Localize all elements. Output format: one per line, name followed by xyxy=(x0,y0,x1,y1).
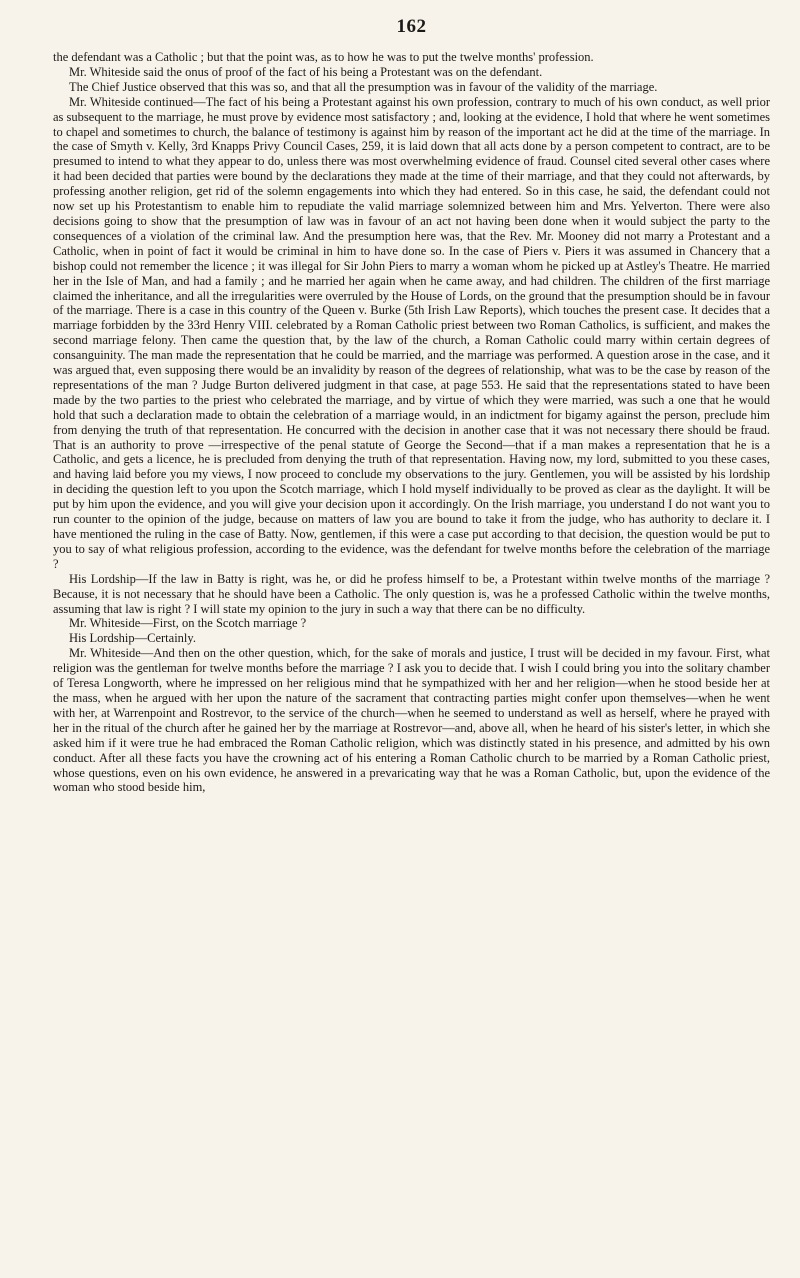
paragraph: the defendant was a Catholic ; but that the point was, as to how he was to put the twelve months' profession. xyxy=(53,50,594,64)
paragraph: Mr. Whiteside—And then on the other question, which, for the sake of morals and justice, I trust will be decided in my favour. First, what religion was the gentleman for twelve months before the marriage ? I ask you to decide that. I wish I could bring you into the solitary chamber of Teresa Longworth, where he impressed on her religious mind that he sympathized with her and her religion—when he stood beside her at the mass, when he argued with her upon the nature of the sacrament that contracting parties might confer upon themselves—when he went with her, at Warrenpoint and Rostrevor, to the service of the church—when he seemed to understand as well as herself, where he prayed with her in the ritual of the church after he gained her by the marriage at Rostrevor—and, above all, when he heard of his sister's letter, in which she asked him if it were true he had embraced the Roman Catholic religion, which was distinctly stated in his presence, and admitted by his own conduct. After all these facts you have the crowning act of his entering a Roman Catholic church to be married by a Roman Catholic priest, whose questions, even on his own evidence, he answered in a prevaricating way that he was a Roman Catholic, but, upon the evidence of the woman who stood beside him, xyxy=(53,646,770,795)
paragraph: His Lordship—Certainly. xyxy=(69,631,196,646)
paragraph: The Chief Justice observed that this was so, and that all the presumption was in favour of the validity of the marriage. xyxy=(69,79,658,94)
body-text xyxy=(53,50,770,795)
paragraph: Mr. Whiteside continued—The fact of his being a Protestant against his own profession, contrary to much of his own conduct, as well prior as subsequent to the marriage, he must prove by evidence most satisfactory ; and, looking at the evidence, I hold that where he went sometimes to chapel and sometimes to church, the balance of testimony is against him by reason of the important act he did at the time of the marriage. In the case of Smyth v. Kelly, 3rd Knapps Privy Council Cases, 259, it is laid down that all acts done by a person competent to contract, are to be presumed to intend to what they appear to do, unless there was most overwhelming evidence of fraud. Counsel cited several other cases where it had been decided that parties were bound by the declarations they made at the time of their marriage, and that they could not afterwards, by professing another religion, get rid of the solemn engagements into which they had entered. So in this case, he said, the defendant could not now set up his Protestantism to enable him to repudiate the valid marriage solemnized between him and Mrs. Yelverton. There were also decisions going to show that the presumption of law was in favour of an act not having been done when it would subject the party to the consequences of a violation of the criminal law. And the presumption here was, that the Rev. Mr. Mooney did not marry a Protestant and a Catholic, when in point of fact it would be criminal in him to have done so. In the case of Piers v. Piers it was assumed in Chancery that a bishop could not remember the licence ; it was illegal for Sir John Piers to marry a woman whom he picked up at Astley's Theatre. He married her in the Isle of Man, and had a family ; and he married her again when he came away, and had children. The children of the first marriage claimed the inheritance, and all the irregularities were overruled by the House of Lords, on the ground that the presumption should be in favour of the marriage. There is a case in this country of the Queen v. Burke (5th Irish Law Reports), which touches the present case. It decides that a marriage forbidden by the 33rd Henry VIII. celebrated by a Roman Catholic priest between two Roman Catholics, is sufficient, and makes the second marriage felony. Then came the question that, by the law of the church, a Roman Catholic could marry within certain degrees of consanguinity. The man made the representation that he could be married, and the marriage was performed. A question arose in the case, and it was argued that, even supposing there would be an invalidity by reason of the degrees of relationship, what was to be the case by reason of the representations of the man ? Judge Burton delivered judgment in that case, at page 553. He said that the representations stated to have been made by the two parties to the priest who celebrated the marriage, and by virtue of which they were married, was such a one that he would hold that such a declaration made to obtain the celebration of a marriage would, in an indictment for bigamy against the person, preclude him from denying the truth of that representation. He concurred with the decision in another case that it was not necessary there should be fraud. That is an authority to prove —irrespective of the penal statute of George the Second—that if a man makes a representation that he is a Catholic, and gets a licence, he is precluded from denying the truth of that representation. Having now, my lord, submitted to you these cases, and having laid before you my views, I now proceed to conclude my observations to the jury. Gentlemen, you will be assisted by his lordship in deciding the question left to you upon the Scotch marriage, which I hold myself individually to be proved as clear as the daylight. It will be put by him upon the evidence, and you will give your decision upon it accordingly. On the Irish marriage, you understand I do not want you to run counter to the opinion of the judge, because on matters of law you are bound to take it from the judge, who has authority to declare it. I have mentioned the ruling in the case of Batty. Now, gentlemen, if this were a case put according to that decision, the question would be put to you to say of what religious profession, according to the evidence, was the defendant for twelve months before the celebration of the marriage ? xyxy=(53,94,770,571)
paragraph: His Lordship—If the law in Batty is right, was he, or did he profess himself to be, a Protestant within twelve months of the marriage ? Because, it is not necessary that he should have been a Catholic. The only question is, was he a professed Catholic within the twelve months, assuming that law is right ? I will state my opinion to the jury in such a way that there can be no difficulty. xyxy=(53,571,770,616)
page-number: 162 xyxy=(396,16,427,37)
paragraph: Mr. Whiteside said the onus of proof of the fact of his being a Protestant was on the defendant. xyxy=(69,64,543,79)
paragraph: Mr. Whiteside—First, on the Scotch marriage ? xyxy=(69,616,307,631)
